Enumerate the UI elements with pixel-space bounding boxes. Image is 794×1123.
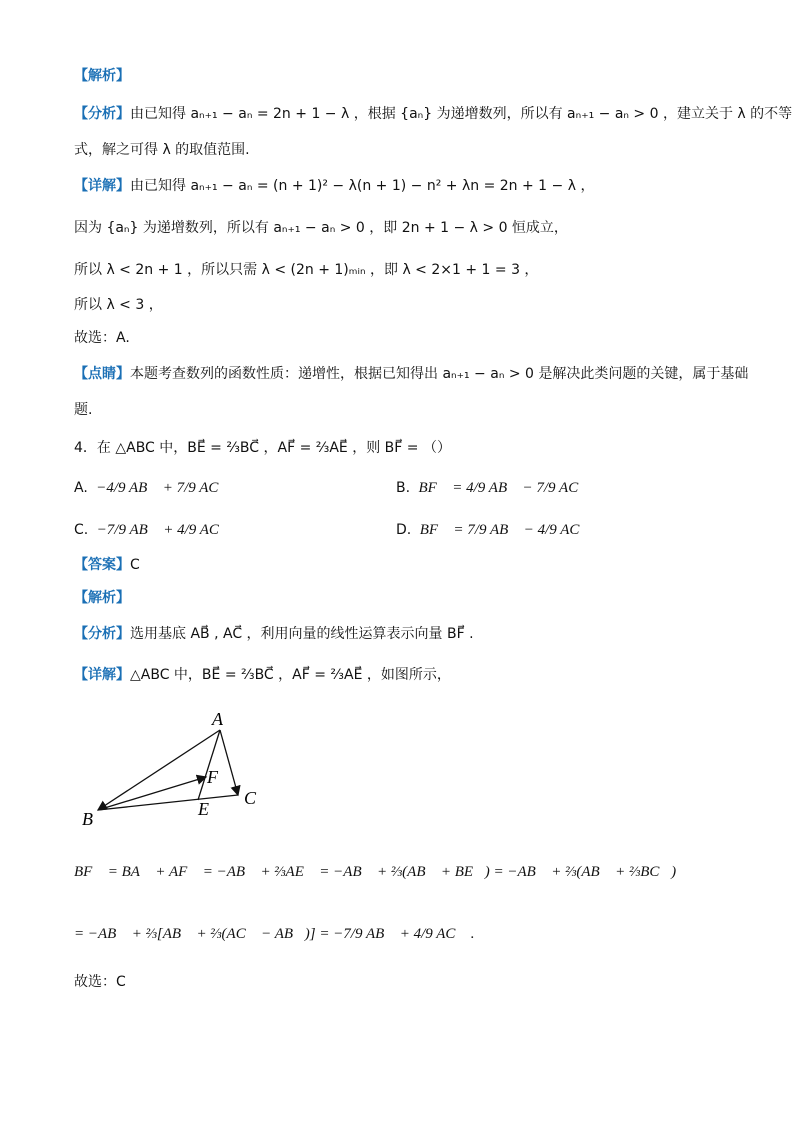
equation-2: = −AB⃗ + ⅔[AB⃗ + ⅔(AC⃗ − AB⃗)] = −7/9 AB⃗ + 4/9 AC⃗ . — [74, 926, 475, 942]
option-a-text: −4/9 AB⃗ + 7/9 AC⃗ — [96, 480, 231, 496]
edge-a-c — [220, 730, 238, 795]
label-f: F — [207, 767, 218, 787]
option-d-label: D. — [396, 522, 412, 538]
fenxi-line-2b — [74, 624, 474, 644]
triangle-figure — [70, 705, 290, 835]
label-c: C — [244, 788, 257, 808]
equation-1: BF⃗ = BA⃗ + AF⃗ = −AB⃗ + ⅔AE⃗ = −AB⃗ + ⅔(AB⃗ + BE⃗) = −AB⃗ + ⅔(AB⃗ + ⅔BC⃗) — [74, 864, 677, 880]
xiangjie-line-2b — [74, 665, 451, 685]
option-b — [396, 478, 590, 498]
option-b-text: BF⃗ = 4/9 AB⃗ − 7/9 AC⃗ — [418, 480, 590, 496]
daan-value: C — [130, 557, 140, 573]
fenxi-line-2: 式，解之可得 λ 的取值范围. — [74, 142, 250, 158]
xiangjie-line-2: 因为 {aₙ} 为递增数列，所以有 aₙ₊₁ − aₙ > 0 ，即 2n + 1 − λ > 0 恒成立， — [74, 220, 568, 236]
option-d — [396, 520, 591, 540]
xiangjie-header-2: 【详解】 — [74, 667, 130, 683]
option-c-text: −7/9 AB⃗ + 4/9 AC⃗ — [96, 522, 231, 538]
edge-b-c — [98, 795, 238, 810]
xiangjie-line-4: 所以 λ < 3 ， — [74, 297, 163, 313]
dianjing-header: 【点睛】 — [74, 366, 130, 382]
fenxi-header-2: 【分析】 — [74, 626, 130, 642]
fenxi-line-1 — [74, 104, 792, 124]
option-a-label: A. — [74, 480, 88, 496]
dianjing-text-1: 本题考查数列的函数性质：递增性，根据已知得出 aₙ₊₁ − aₙ > 0 是解决此类问题的关键，属于基础 — [130, 366, 749, 382]
option-b-label: B. — [396, 480, 411, 496]
dianjing-line-1 — [74, 364, 748, 384]
option-c — [74, 520, 231, 540]
fenxi-header-1: 【分析】 — [74, 106, 130, 122]
option-d-text: BF⃗ = 7/9 AB⃗ − 4/9 AC⃗ — [419, 522, 592, 538]
xiangjie-header-1: 【详解】 — [74, 178, 130, 194]
jiexi-header-2: 【解析】 — [74, 590, 130, 606]
answer-line-2: 故选：C — [74, 974, 126, 990]
xiangjie-text-2: △ABC 中，BE⃗ = ⅔BC⃗ ，AF⃗ = ⅔AE⃗ ，如图所示， — [130, 667, 451, 683]
edge-a-b — [98, 730, 220, 810]
xiangjie-line-1 — [74, 176, 594, 196]
question-stem: 4．在 △ABC 中，BE⃗ = ⅔BC⃗ ，AF⃗ = ⅔AE⃗ ，则 BF⃗ = （） — [74, 440, 451, 456]
fenxi-text-2: 选用基底 AB⃗ , AC⃗ ，利用向量的线性运算表示向量 BF⃗ . — [130, 626, 474, 642]
edge-a-e — [198, 730, 220, 800]
edge-b-f — [98, 777, 206, 810]
option-a — [74, 478, 230, 498]
label-e: E — [198, 799, 209, 819]
option-c-label: C. — [74, 522, 89, 538]
jiexi-header-1: 【解析】 — [74, 68, 130, 84]
answer-line-1: 故选：A. — [74, 330, 130, 346]
daan-header: 【答案】 — [74, 557, 130, 573]
label-a: A — [212, 709, 223, 729]
daan-line — [74, 555, 140, 575]
xiangjie-text-1: 由已知得 aₙ₊₁ − aₙ = (n + 1)² − λ(n + 1) − n² + λn = 2n + 1 − λ ， — [130, 178, 595, 194]
xiangjie-line-3: 所以 λ < 2n + 1 ，所以只需 λ < (2n + 1)ₘᵢₙ ，即 λ < 2×1 + 1 = 3 ， — [74, 262, 539, 278]
label-b: B — [82, 809, 93, 829]
fenxi-text-1: 由已知得 aₙ₊₁ − aₙ = 2n + 1 − λ ，根据 {aₙ} 为递增数列，所以有 aₙ₊₁ − aₙ > 0 ，建立关于 λ 的不等 — [130, 106, 793, 122]
dianjing-line-2: 题. — [74, 402, 93, 418]
